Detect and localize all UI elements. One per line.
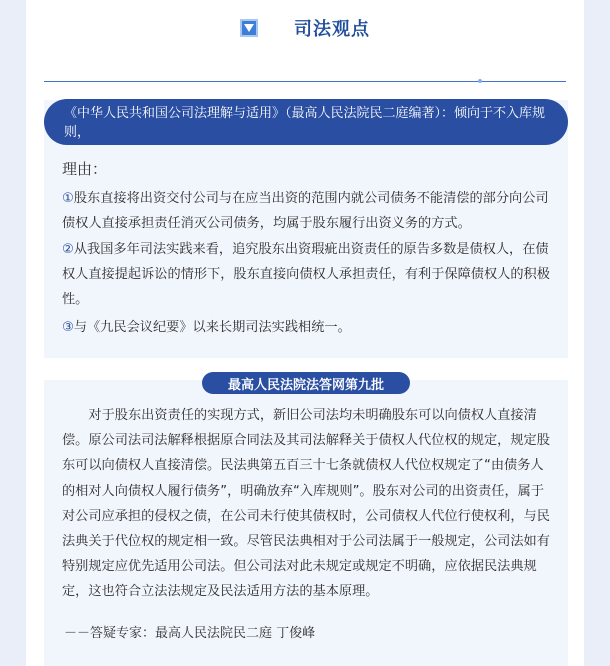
reason-item-2 (62, 237, 556, 312)
reason-text: 从我国多年司法实践来看，追究股东出资瑕疵出资责任的原告多数是债权人，在债权人直接提起诉讼的情形下，股东直接向债权人承担责任，有利于保障债权人的积极性。 (62, 242, 550, 307)
qa-source-badge: 最高人民法院法答网第九批 (202, 372, 410, 394)
qa-expert-attribution: －－答疑专家：最高人民法院民二庭 丁俊峰 (64, 626, 316, 641)
header-divider (44, 81, 566, 82)
viewpoint-banner: 《中华人民共和国公司法理解与适用》（最高人民法院民二庭编著）：倾向于不入库规则， (44, 99, 568, 145)
reason-text: 与《九民会议纪要》以来长期司法实践相统一。 (73, 320, 351, 335)
reason-item-3 (62, 315, 556, 340)
reason-text: 股东直接将出资交付公司与在应当出资的范围内就公司债务不能清偿的部分向公司债权人直接承担责任消灭公司债务，均属于股东履行出资义务的方式。 (62, 191, 549, 231)
reason-item-1 (62, 186, 556, 236)
divider-dot (478, 79, 482, 83)
down-triangle-icon (240, 19, 258, 37)
reason-number: ① (62, 191, 74, 206)
reason-title: 理由： (62, 160, 108, 178)
section-header (0, 8, 610, 48)
qa-answer-text: 对于股东出资责任的实现方式，新旧公司法均未明确股东可以向债权人直接清偿。原公司法司法解释根据原合同法及其司法解释关于债权人代位权的规定，规定股东可以向债权人直接清偿。民法典第五百三十七条就债权人代位权规定了“由债务人的相对人向债权人履行债务”，明确放弃“入库规则”。股东对公司的出资责任，属于对公司应承担的侵权之债，在公司未行使其债权时，公司债权人代位行使权利，与民法典关于代位权的规定相一致。尽管民法典相对于公司法属于一般规定，公司法如有特别规定应优先适用公司法。但公司法对此未规定或规定不明确，应依据民法典规定，这也符合立法法规定及民法适用方法的基本原理。 (62, 408, 550, 600)
reason-number: ② (62, 242, 74, 257)
reason-number: ③ (62, 320, 74, 335)
section-title: 司法观点 (294, 19, 370, 40)
